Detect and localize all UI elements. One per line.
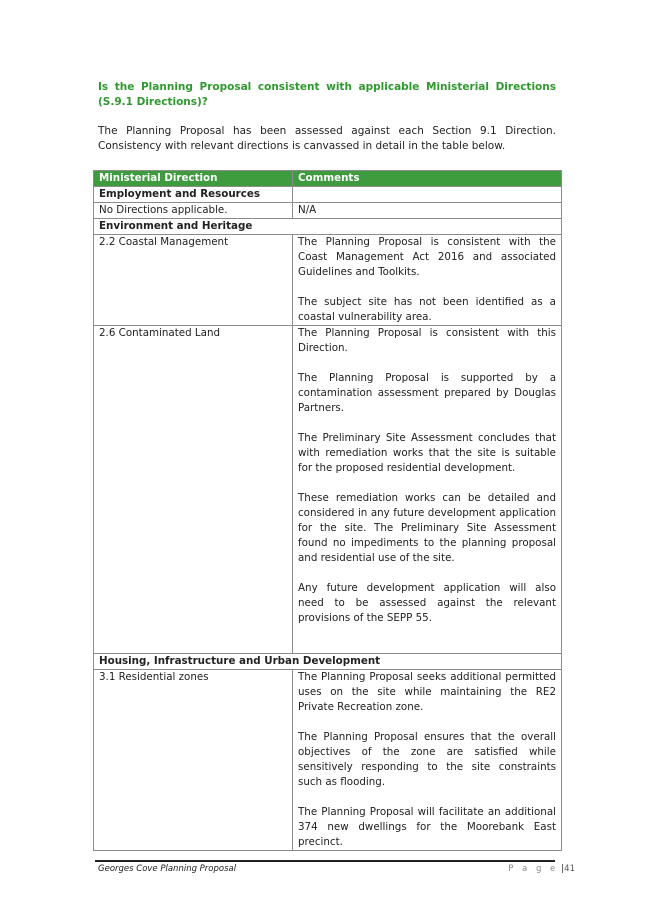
table-row — [94, 326, 562, 654]
footer-document-title: Georges Cove Planning Proposal — [98, 864, 237, 874]
section-heading: Is the Planning Proposal consistent with applicable Ministerial Directions (S.9.1 Directions)? — [98, 81, 556, 108]
comment-paragraph: The Preliminary Site Assessment concludes that with remediation works that the site is suitable for the proposed residential development. — [298, 432, 556, 474]
comment-paragraph: The Planning Proposal ensures that the overall objectives of the zone are satisfied while sensitively responding to the site constraints such as flooding. — [298, 731, 556, 788]
comment-paragraph: Any future development application will also need to be assessed against the relevant provisions of the SEPP 55. — [298, 582, 556, 624]
comment-paragraph: The subject site has not been identified as a coastal vulnerability area. — [298, 296, 556, 323]
section-title: Housing, Infrastructure and Urban Development — [94, 654, 562, 670]
comments-cell — [293, 670, 562, 851]
comment-paragraph: These remediation works can be detailed and considered in any future development application for the site. The Preliminary Site Assessment found no impediments to the planning proposal and residential use of the site. — [298, 492, 556, 564]
direction-cell: No Directions applicable. — [94, 203, 293, 219]
page-separator: | — [561, 864, 565, 874]
section-row-housing — [94, 654, 562, 670]
footer-rule — [95, 860, 555, 862]
table-header-row — [94, 171, 562, 187]
direction-cell: 2.6 Contaminated Land — [94, 326, 293, 654]
comment-paragraph: The Planning Proposal is supported by a contamination assessment prepared by Douglas Partners. — [298, 372, 556, 414]
page-number-value: 41 — [564, 864, 575, 874]
comments-cell — [293, 203, 562, 219]
column-header-comments: Comments — [293, 171, 562, 187]
direction-cell: 3.1 Residential zones — [94, 670, 293, 851]
section-title: Employment and Resources — [94, 187, 293, 203]
comment-paragraph: The Planning Proposal is consistent with the Coast Management Act 2016 and associated Guidelines and Toolkits. — [298, 236, 556, 278]
intro-paragraph: The Planning Proposal has been assessed against each Section 9.1 Direction. Consistency with relevant directions is canvassed in detail in the table below. — [98, 125, 556, 152]
comment-paragraph: N/A — [298, 204, 317, 216]
comment-paragraph: The Planning Proposal seeks additional permitted uses on the site while maintaining the RE2 Private Recreation zone. — [298, 671, 556, 713]
ministerial-directions-table — [93, 170, 562, 851]
table-row — [94, 670, 562, 851]
comment-paragraph: The Planning Proposal will facilitate an additional 374 new dwellings for the Moorebank East precinct. — [298, 806, 556, 848]
section-blank-cell — [293, 187, 562, 203]
table-row — [94, 203, 562, 219]
table-row — [94, 235, 562, 326]
comments-cell — [293, 326, 562, 654]
section-title: Environment and Heritage — [94, 219, 562, 235]
page-label: P a g e — [508, 864, 559, 874]
footer-page-number — [508, 864, 575, 874]
column-header-direction: Ministerial Direction — [94, 171, 293, 187]
comments-cell — [293, 235, 562, 326]
comment-paragraph: The Planning Proposal is consistent with this Direction. — [298, 327, 556, 354]
direction-cell: 2.2 Coastal Management — [94, 235, 293, 326]
section-row-environment — [94, 219, 562, 235]
section-row-employment — [94, 187, 562, 203]
